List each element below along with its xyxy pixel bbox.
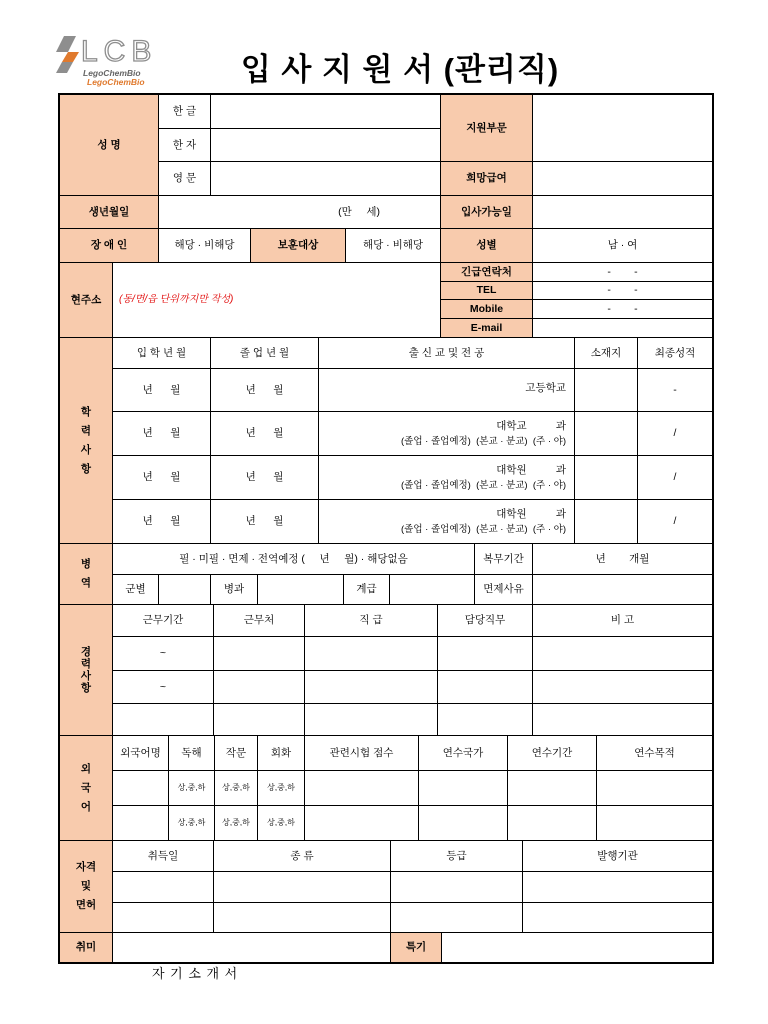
name-hangul-field[interactable]	[210, 94, 441, 129]
career-period-field[interactable]	[112, 703, 214, 736]
career-company-field[interactable]	[213, 636, 305, 671]
start-date-label: 입사가능일	[440, 195, 533, 229]
birth-date-field[interactable]: (만 세)	[158, 195, 441, 229]
license-type-field[interactable]	[213, 871, 391, 903]
military-rank-field[interactable]	[389, 574, 475, 605]
language-study-period-field[interactable]	[507, 805, 597, 841]
license-header-type: 종 류	[213, 840, 391, 872]
language-header-writing: 작문	[214, 735, 258, 771]
emergency-contact-label: 긴급연락처	[440, 262, 533, 282]
education-location[interactable]	[574, 368, 638, 412]
language-language-field[interactable]	[112, 770, 169, 806]
education-school-name: 대학교 과	[496, 419, 566, 432]
license-type-field[interactable]	[213, 902, 391, 933]
mobile-label: Mobile	[440, 299, 533, 319]
emergency-contact-field[interactable]: - -	[532, 262, 713, 282]
logo-mark-text: LCB	[81, 35, 158, 68]
education-graduation-date[interactable]: 년 월	[210, 368, 319, 412]
license-header-acquired-date: 취득일	[112, 840, 214, 872]
license-section-label: 자격 및 면허	[59, 840, 113, 933]
service-period-label: 복무기간	[474, 543, 533, 575]
language-header-speaking: 회화	[257, 735, 305, 771]
mobile-field[interactable]: - -	[532, 299, 713, 319]
education-school-name: 고등학교	[525, 381, 566, 394]
career-position-field[interactable]	[304, 670, 438, 704]
education-entry-date[interactable]: 년 월	[112, 411, 211, 456]
email-label: E-mail	[440, 318, 533, 338]
tel-label: TEL	[440, 281, 533, 300]
language-study-purpose-field[interactable]	[596, 770, 713, 806]
hobby-field[interactable]	[112, 932, 391, 963]
career-duty-field[interactable]	[437, 636, 533, 671]
education-header-graduation-date: 졸 업 년 월	[210, 337, 319, 369]
education-graduation-date[interactable]: 년 월	[210, 499, 319, 544]
career-header-position: 직 급	[304, 604, 438, 637]
education-header-location: 소재지	[574, 337, 638, 369]
desired-salary-field[interactable]	[532, 161, 713, 196]
address-field[interactable]: (동/면/읍 단위까지만 작성)	[112, 262, 441, 338]
career-header-company: 근무처	[213, 604, 305, 637]
education-school[interactable]	[318, 499, 575, 544]
license-acquired-date-field[interactable]	[112, 871, 214, 903]
career-position-field[interactable]	[304, 636, 438, 671]
department-field[interactable]	[532, 94, 713, 162]
education-school[interactable]	[318, 411, 575, 456]
language-writing-field[interactable]: 상,중,하	[214, 770, 258, 806]
language-study-period-field[interactable]	[507, 770, 597, 806]
military-specialty-label: 병과	[210, 574, 258, 605]
language-study-country-field[interactable]	[418, 770, 508, 806]
license-issuer-field[interactable]	[522, 871, 713, 903]
veteran-label: 보훈대상	[250, 228, 346, 263]
birth-date-label: 생년월일	[59, 195, 159, 229]
disability-label: 장 애 인	[59, 228, 159, 263]
education-graduation-date[interactable]: 년 월	[210, 411, 319, 456]
name-hangul-label: 한 글	[158, 94, 211, 129]
language-reading-field[interactable]: 상,중,하	[168, 805, 215, 841]
education-entry-date[interactable]: 년 월	[112, 499, 211, 544]
license-header-grade: 등급	[390, 840, 523, 872]
education-final-grade[interactable]: /	[637, 455, 713, 500]
license-grade-field[interactable]	[390, 871, 523, 903]
name-hanja-label: 한 자	[158, 128, 211, 162]
service-period-field[interactable]: 년 개월	[532, 543, 713, 575]
education-final-grade[interactable]: /	[637, 411, 713, 456]
education-graduation-date[interactable]: 년 월	[210, 455, 319, 500]
career-position-field[interactable]	[304, 703, 438, 736]
language-section-label: 외 국 어	[59, 735, 113, 841]
self-introduction-heading: 자 기 소 개 서	[152, 966, 239, 981]
career-duty-field[interactable]	[437, 670, 533, 704]
career-header-period: 근무기간	[112, 604, 214, 637]
disability-options[interactable]: 해당 · 비해당	[158, 228, 251, 263]
language-test-score-field[interactable]	[304, 805, 419, 841]
military-rank-label: 계급	[343, 574, 390, 605]
form-title: 입 사 지 원 서 (관리직)	[240, 52, 560, 87]
education-location[interactable]	[574, 455, 638, 500]
language-study-purpose-field[interactable]	[596, 805, 713, 841]
language-header-study-purpose: 연수목적	[596, 735, 713, 771]
license-header-issuer: 발행기관	[522, 840, 713, 872]
education-header-school-major: 출 신 교 및 전 공	[318, 337, 575, 369]
license-acquired-date-field[interactable]	[112, 902, 214, 933]
education-entry-date[interactable]: 년 월	[112, 455, 211, 500]
career-remarks-field[interactable]	[532, 636, 713, 671]
education-location[interactable]	[574, 499, 638, 544]
language-speaking-field[interactable]: 상,중,하	[257, 805, 305, 841]
career-remarks-field[interactable]	[532, 703, 713, 736]
career-company-field[interactable]	[213, 670, 305, 704]
language-test-score-field[interactable]	[304, 770, 419, 806]
career-period-field[interactable]: ~	[112, 670, 214, 704]
education-school-status: (졸업 · 졸업예정) (본교 · 분교) (주 · 야)	[401, 480, 566, 492]
military-status-options[interactable]: 필 · 미필 · 면제 · 전역예정 ( 년 월) · 해당없음	[112, 543, 475, 575]
education-school-status: (졸업 · 졸업예정) (본교 · 분교) (주 · 야)	[401, 524, 566, 536]
language-writing-field[interactable]: 상,중,하	[214, 805, 258, 841]
education-school-name: 대학원 과	[496, 507, 566, 520]
career-company-field[interactable]	[213, 703, 305, 736]
language-language-field[interactable]	[112, 805, 169, 841]
gender-label: 성별	[440, 228, 533, 263]
military-branch-field[interactable]	[158, 574, 211, 605]
name-english-label: 영 문	[158, 161, 211, 196]
address-label: 현주소	[59, 262, 113, 338]
department-label: 지원부문	[440, 94, 533, 162]
education-entry-date[interactable]: 년 월	[112, 368, 211, 412]
name-label: 성 명	[59, 94, 159, 196]
education-final-grade[interactable]: /	[637, 499, 713, 544]
language-reading-field[interactable]: 상,중,하	[168, 770, 215, 806]
language-header-test-score: 관련시험 점수	[304, 735, 419, 771]
name-english-field[interactable]	[210, 161, 441, 196]
logo-name-line1: LegoChemBio	[83, 68, 141, 78]
talent-field[interactable]	[441, 932, 713, 963]
education-school[interactable]	[318, 368, 575, 412]
education-header-entry-date: 입 학 년 월	[112, 337, 211, 369]
career-header-remarks: 비 고	[532, 604, 713, 637]
language-speaking-field[interactable]: 상,중,하	[257, 770, 305, 806]
name-hanja-field[interactable]	[210, 128, 441, 162]
language-header-study-period: 연수기간	[507, 735, 597, 771]
career-duty-field[interactable]	[437, 703, 533, 736]
military-exemption-reason-label: 면제사유	[474, 574, 533, 605]
gender-options[interactable]: 남 · 여	[532, 228, 713, 263]
military-section-label: 병 역	[59, 543, 113, 605]
desired-salary-label: 희망급여	[440, 161, 533, 196]
education-location[interactable]	[574, 411, 638, 456]
tel-field[interactable]: - -	[532, 281, 713, 300]
education-school-status: (졸업 · 졸업예정) (본교 · 분교) (주 · 야)	[401, 436, 566, 448]
education-school[interactable]	[318, 455, 575, 500]
career-period-field[interactable]: ~	[112, 636, 214, 671]
career-remarks-field[interactable]	[532, 670, 713, 704]
veteran-options[interactable]: 해당 · 비해당	[345, 228, 441, 263]
education-final-grade[interactable]: -	[637, 368, 713, 412]
career-section-label: 경 력 사 항	[59, 604, 113, 736]
hobby-label: 취미	[59, 932, 113, 963]
career-header-duty: 담당직무	[437, 604, 533, 637]
language-header-reading: 독해	[168, 735, 215, 771]
language-header-study-country: 연수국가	[418, 735, 508, 771]
email-field[interactable]	[532, 318, 713, 338]
language-header-language: 외국어명	[112, 735, 169, 771]
education-school-name: 대학원 과	[496, 463, 566, 476]
education-section-label: 학 력 사 항	[59, 337, 113, 544]
military-branch-label: 군별	[112, 574, 159, 605]
language-study-country-field[interactable]	[418, 805, 508, 841]
license-issuer-field[interactable]	[522, 902, 713, 933]
education-header-final-grade: 최종성적	[637, 337, 713, 369]
military-specialty-field[interactable]	[257, 574, 344, 605]
military-exemption-reason-field[interactable]	[532, 574, 713, 605]
logo-name-line2: LegoChemBio	[87, 77, 145, 87]
start-date-field[interactable]	[532, 195, 713, 229]
license-grade-field[interactable]	[390, 902, 523, 933]
talent-label: 특기	[390, 932, 442, 963]
